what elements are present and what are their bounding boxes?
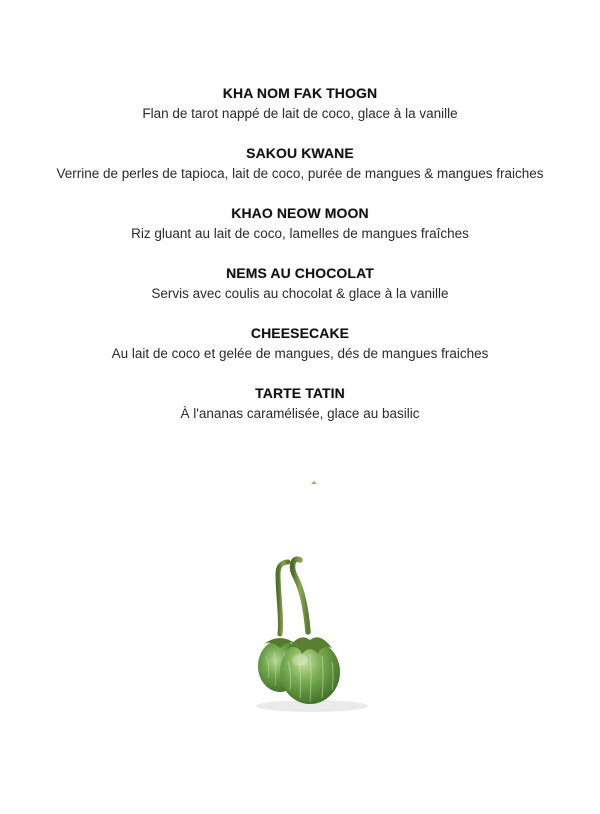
dish-name: NEMS AU CHOCOLAT <box>226 265 374 281</box>
menu-item <box>50 384 550 424</box>
dish-name: SAKOU KWANE <box>246 145 354 161</box>
menu-item <box>50 264 550 304</box>
menu-item <box>50 144 550 184</box>
menu-item <box>50 324 550 364</box>
menu-item <box>50 204 550 244</box>
thai-eggplant-illustration <box>240 548 380 718</box>
dish-name: TARTE TATIN <box>255 385 345 401</box>
dish-description: À l'ananas caramélisée, glace au basilic <box>180 406 420 421</box>
dish-description: Verrine de perles de tapioca, lait de coco, purée de mangues & mangues fraiches <box>56 166 544 181</box>
dish-description: Servis avec coulis au chocolat & glace à la vanille <box>151 286 449 301</box>
dish-description: Flan de tarot nappé de lait de coco, glace à la vanille <box>142 106 458 121</box>
small-decoration-icon <box>310 480 318 486</box>
dish-name: CHEESECAKE <box>250 325 350 341</box>
dessert-menu <box>0 84 600 444</box>
dish-name: KHAO NEOW MOON <box>231 205 369 221</box>
dish-name: KHA NOM FAK THOGN <box>222 85 378 101</box>
menu-item <box>50 84 550 124</box>
dish-description: Riz gluant au lait de coco, lamelles de mangues fraîches <box>131 226 469 241</box>
dish-description: Au lait de coco et gelée de mangues, dés de mangues fraiches <box>111 346 489 361</box>
